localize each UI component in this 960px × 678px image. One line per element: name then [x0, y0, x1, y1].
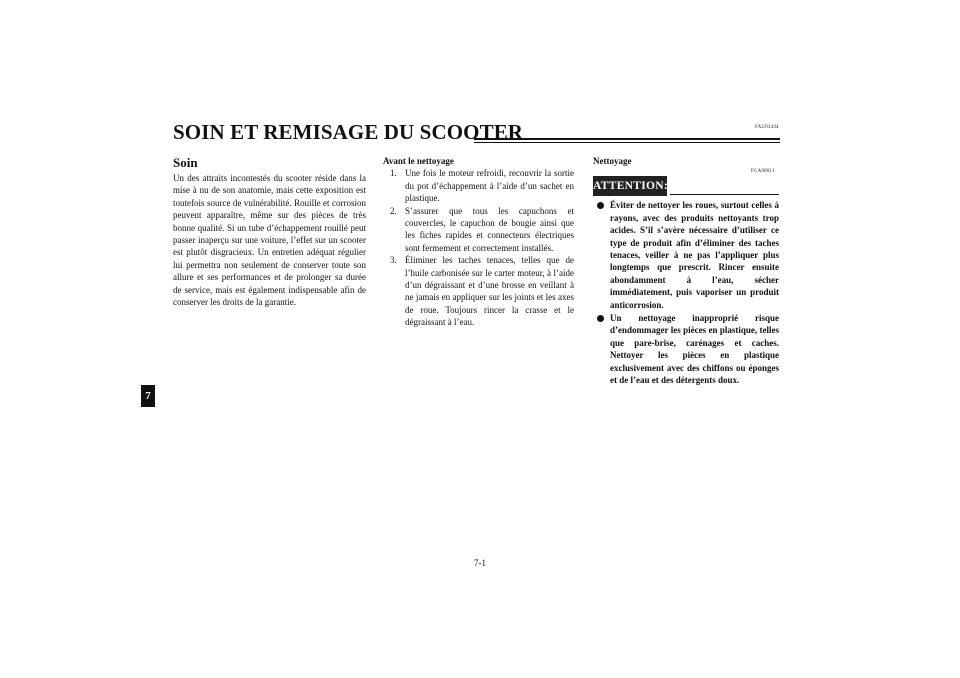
- section-heading-soin: Soin: [173, 155, 198, 170]
- step-item: [383, 205, 574, 255]
- title-rule: [474, 138, 780, 140]
- chapter-title: SOIN ET REMISAGE DU SCOOTER: [173, 120, 524, 144]
- attention-rule: [670, 194, 779, 195]
- caution-bullet: [593, 199, 779, 311]
- attention-code: FCA00011: [751, 169, 775, 174]
- step-item: [383, 167, 574, 204]
- step-number: 3.: [390, 255, 397, 266]
- body-paragraph: Un des attraits incontestés du scooter réside dans la mise à nu de son anatomie, mais cette exposition est toutefois source de vulnérabilité. Rouille et corrosion peuvent apparaître, même sur des pièces de très bonne qualité. Si un tube d’échappement rouillé peut passer inaperçu sur une voiture, l’effet sur un scooter est plutôt disgracieux. Un entretien adéquat régulier lui permettra non seulement de conserver toute son allure et ses performances et de prolonger sa durée de service, mais est également indispensable afin de conserver les droits de la garantie.: [173, 173, 366, 308]
- left-column: [173, 155, 366, 308]
- caution-bullet: [593, 312, 779, 386]
- title-rule-thin: [474, 142, 780, 143]
- bullet-dot-icon: [597, 315, 604, 322]
- step-text: S’assurer que tous les capuchons et couvercles, le capuchon de bougie ainsi que les fiches rapides et connecteurs électriques sont fermement et correctement installés.: [405, 205, 574, 253]
- bullet-dot-icon: [597, 202, 604, 209]
- step-number: 2.: [390, 205, 397, 216]
- chapter-tab: 7: [141, 385, 155, 407]
- bullet-text: Éviter de nettoyer les roues, surtout celles à rayons, avec des produits nettoyants trop acides. S’il s’avère nécessaire d’utiliser ce type de produit afin d’éliminer des taches tenaces, veiller à ne pas l’appliquer plus longtemps que prescrit. Rincer ensuite abondamment à l’eau, sécher immédiatement, puis vaporiser un produit anticorrosion.: [610, 200, 779, 310]
- page-number: 7-1: [474, 558, 486, 568]
- step-text: Une fois le moteur refroidi, recouvrir la sortie du pot d’échappement à l’aide d’un sachet en plastique.: [405, 168, 574, 204]
- right-column: [593, 155, 779, 387]
- attention-header: [593, 176, 779, 198]
- attention-label: ATTENTION:: [593, 176, 667, 196]
- step-number: 1.: [390, 168, 397, 179]
- bullet-text: Un nettoyage inapproprié risque d’endommager les pièces en plastique, telles que pare-brise, carénages et caches. Nettoyer les pièces en plastique exclusivement avec des chiffons ou éponges et de l’eau et des détergents doux.: [610, 313, 779, 386]
- step-text: Éliminer les taches tenaces, telles que de l’huile carbonisée sur le carter moteur, à l’aide d’un dégraissant et d’une brosse en veillant à ne jamais en appliquer sur les joints et les axes de roue. Toujours rincer la crasse et le dégraissant à l’eau.: [405, 255, 574, 328]
- subheading-cleaning: Nettoyage: [593, 156, 632, 166]
- subheading-before-cleaning: Avant le nettoyage: [383, 156, 454, 166]
- middle-column: [383, 155, 574, 329]
- step-item: [383, 254, 574, 328]
- document-code: FAU03434: [755, 125, 779, 130]
